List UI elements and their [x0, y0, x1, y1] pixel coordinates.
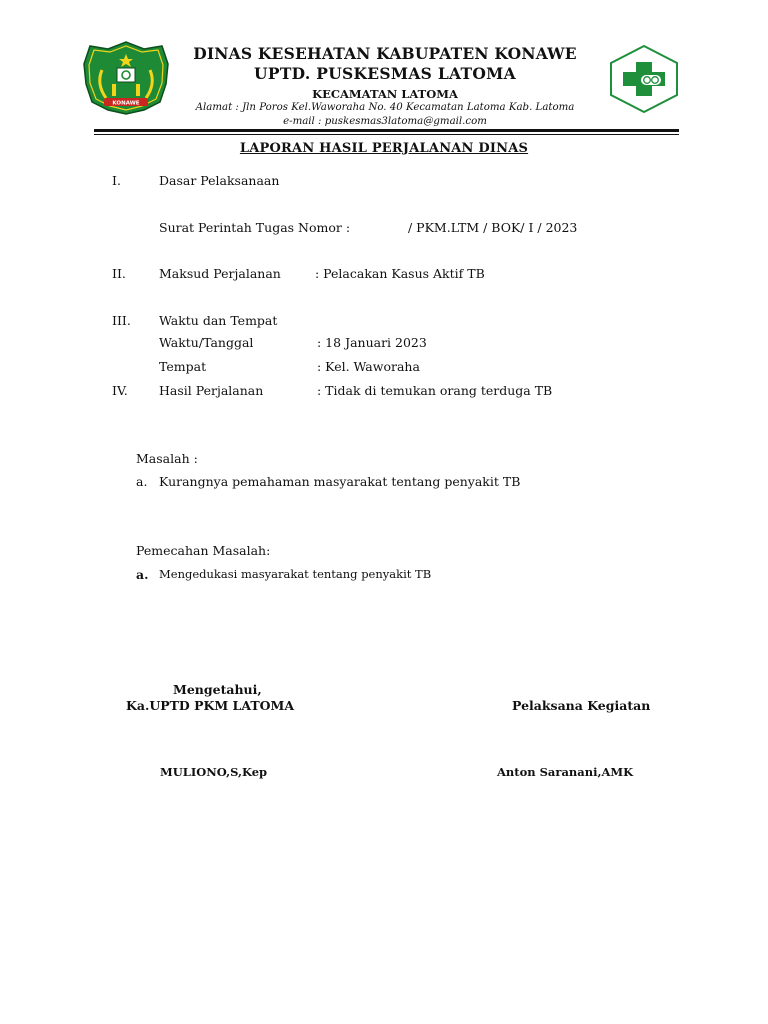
section-1-label: Dasar Pelaksanaan: [159, 173, 280, 188]
emblem-ribbon-text: KONAWE: [112, 100, 140, 107]
problem-item-marker: a.: [136, 474, 148, 489]
section-2-value: : Pelacakan Kasus Aktif TB: [315, 266, 485, 281]
section-2-label: Maksud Perjalanan: [159, 266, 281, 281]
head-of-office-position: Ka.UPTD PKM LATOMA: [126, 698, 295, 713]
assignment-letter-label: Surat Perintah Tugas Nomor :: [159, 220, 351, 235]
solution-heading: Pemecahan Masalah:: [136, 543, 271, 558]
letterhead: [170, 44, 600, 128]
section-3-number: III.: [112, 313, 131, 328]
solution-item-text: Mengedukasi masyarakat tentang penyakit TB: [159, 567, 432, 581]
section-4-label: Hasil Perjalanan: [159, 383, 264, 398]
place-value: : Kel. Waworaha: [317, 359, 420, 374]
puskesmas-green-cross-icon: [607, 44, 681, 114]
date-value: : 18 Januari 2023: [317, 335, 427, 350]
head-of-office-name: MULIONO,S,Kep: [160, 765, 268, 779]
problem-item-text: Kurangnya pemahaman masyarakat tentang penyakit TB: [159, 474, 521, 489]
executor-position: Pelaksana Kegiatan: [512, 698, 651, 713]
konawe-regency-emblem-icon: [82, 40, 170, 116]
report-title: LAPORAN HASIL PERJALANAN DINAS: [239, 141, 529, 156]
letterhead-divider-thin: [94, 134, 679, 135]
letterhead-divider-thick: [94, 129, 679, 132]
acknowledged-caption: Mengetahui,: [173, 682, 262, 697]
section-4-number: IV.: [112, 383, 128, 398]
section-2-number: II.: [112, 266, 126, 281]
section-3-label: Waktu dan Tempat: [159, 313, 278, 328]
institution-name: UPTD. PUSKESMAS LATOMA: [254, 64, 516, 83]
place-label: Tempat: [159, 359, 207, 374]
district-name: KECAMATAN LATOMA: [312, 87, 458, 101]
email-line: e-mail : puskesmas3latoma@gmail.com: [283, 115, 487, 127]
problem-heading: Masalah :: [136, 451, 198, 466]
address-line: Alamat : Jln Poros Kel.Waworaha No. 40 Kecamatan Latoma Kab. Latoma: [195, 102, 575, 113]
date-label: Waktu/Tanggal: [159, 335, 254, 350]
section-1-number: I.: [112, 173, 121, 188]
agency-name: DINAS KESEHATAN KABUPATEN KONAWE: [193, 44, 577, 63]
executor-name: Anton Saranani,AMK: [497, 765, 634, 779]
assignment-letter-number: / PKM.LTM / BOK/ I / 2023: [408, 220, 578, 235]
solution-item-marker: a.: [136, 567, 149, 582]
section-4-value: : Tidak di temukan orang terduga TB: [317, 383, 553, 398]
